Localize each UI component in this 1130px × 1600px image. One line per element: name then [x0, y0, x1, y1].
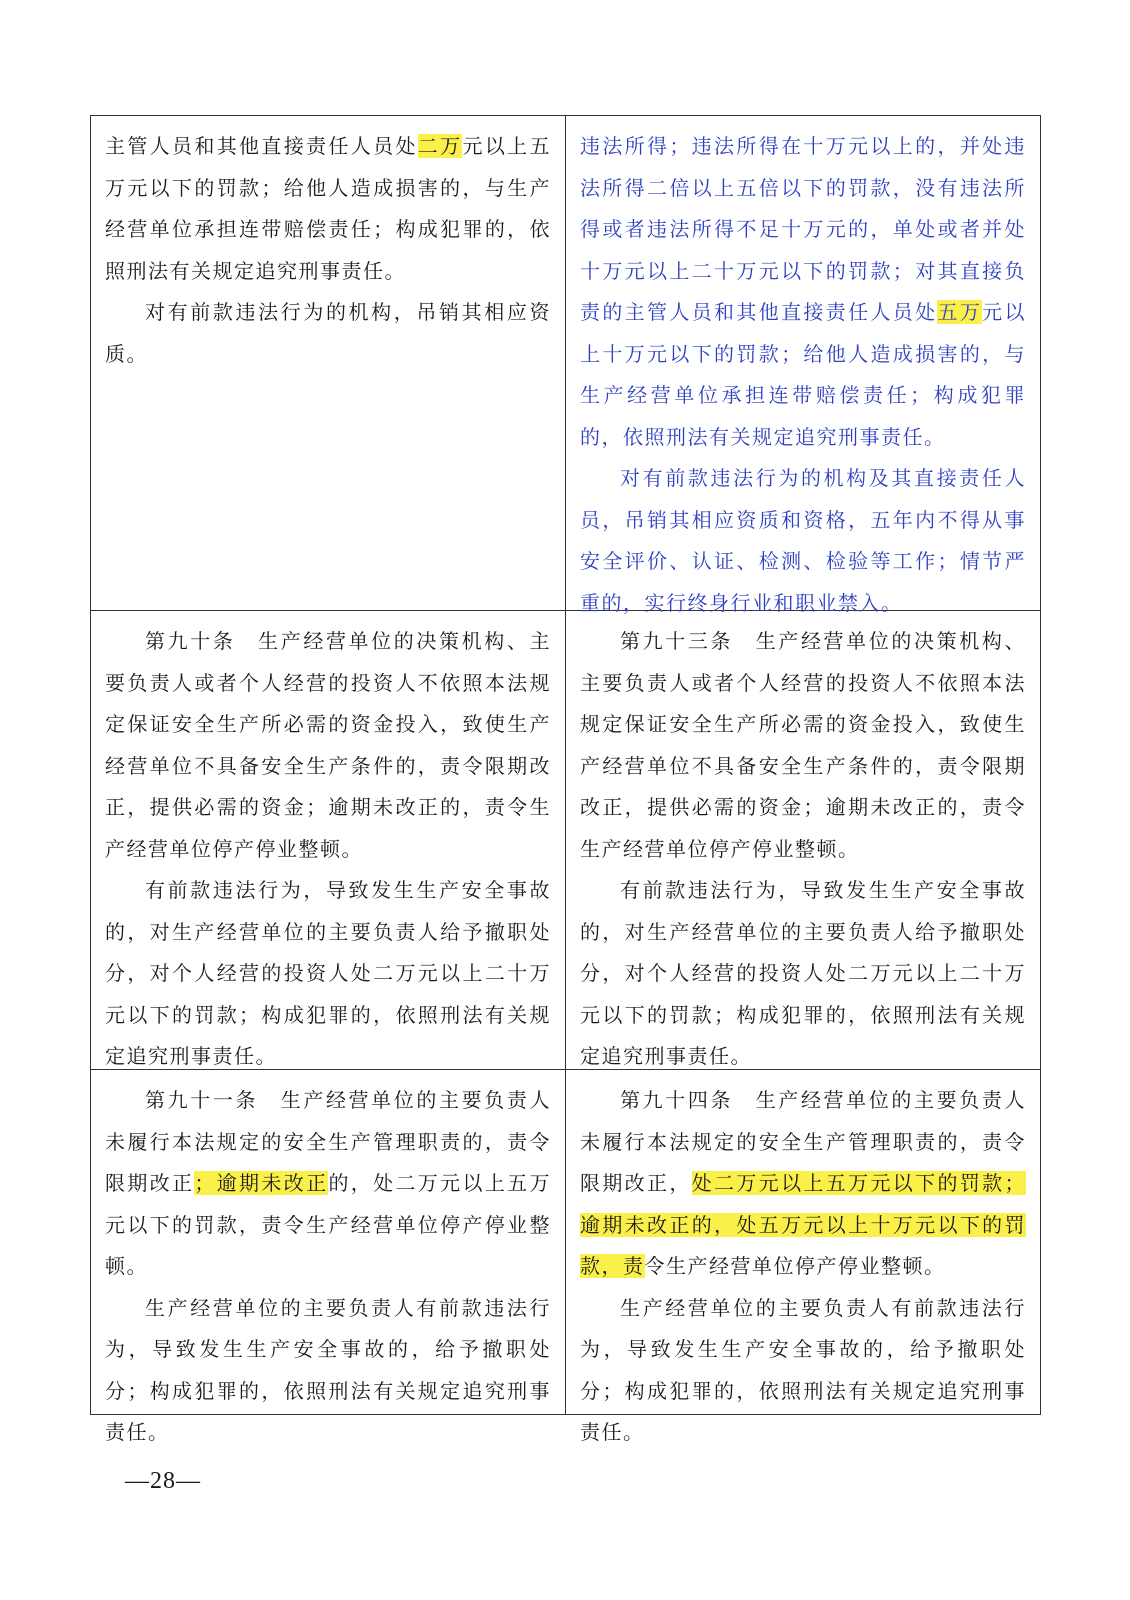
- paragraph: 生产经营单位的主要负责人有前款违法行为，导致发生生产安全事故的，给予撤职处分；构成犯罪的，依照刑法有关规定追究刑事责任。: [580, 1295, 1026, 1444]
- table-row: [91, 116, 1041, 615]
- paragraph: 对有前款违法行为的机构及其直接责任人员，吊销其相应资质和资格，五年内不得从事安全评价、认证、检测、检验等工作；情节严重的，实行终身行业和职业禁入。: [580, 466, 1026, 615]
- paragraph: 生产经营单位的主要负责人有前款违法行为，导致发生生产安全事故的，给予撤职处分；构成犯罪的，依照刑法有关规定追究刑事责任。: [105, 1295, 551, 1444]
- new-text-cell: [566, 611, 1041, 1069]
- comparison-table: [90, 115, 1041, 1444]
- article-paragraph: 第九十一条 生产经营单位的主要负责人未履行本法规定的安全生产管理职责的，责令限期改正；逾期未改正的，处二万元以上五万元以下的罚款，责令生产经营单位停产停业整顿。: [105, 1088, 552, 1278]
- article-paragraph: 第九十条 生产经营单位的决策机构、主要负责人或者个人经营的投资人不依照本法规定保证安全生产所必需的资金投入，致使生产经营单位不具备安全生产条件的，责令限期改正，提供必需的资金；逾期未改正的，责令生产经营单位停产停业整顿。: [105, 629, 551, 861]
- highlighted-text: 五万: [937, 300, 983, 324]
- highlighted-text: 二万: [417, 134, 463, 158]
- old-text-cell: [91, 1070, 566, 1444]
- table-row: [91, 1070, 1041, 1444]
- paragraph: 主管人员和其他直接责任人员处二万元以上五万元以下的罚款；给他人造成损害的，与生产经营单位承担连带赔偿责任；构成犯罪的，依照刑法有关规定追究刑事责任。: [105, 134, 552, 283]
- article-paragraph: 第九十三条 生产经营单位的决策机构、主要负责人或者个人经营的投资人不依照本法规定保证安全生产所必需的资金投入，致使生产经营单位不具备安全生产条件的，责令限期改正，提供必需的资金；逾期未改正的，责令生产经营单位停产停业整顿。: [580, 629, 1026, 861]
- highlighted-text: ；逾期未改正: [194, 1171, 329, 1195]
- paragraph: 有前款违法行为，导致发生生产安全事故的，对生产经营单位的主要负责人给予撤职处分，对个人经营的投资人处二万元以上二十万元以下的罚款；构成犯罪的，依照刑法有关规定追究刑事责任。: [105, 878, 551, 1068]
- paragraph: 有前款违法行为，导致发生生产安全事故的，对生产经营单位的主要负责人给予撤职处分，对个人经营的投资人处二万元以上二十万元以下的罚款；构成犯罪的，依照刑法有关规定追究刑事责任。: [580, 878, 1026, 1068]
- page-number: —28—: [125, 1468, 201, 1494]
- paragraph: 违法所得；违法所得在十万元以上的，并处违法所得二倍以上五倍以下的罚款，没有违法所得或者违法所得不足十万元的，单处或者并处十万元以上二十万元以下的罚款；对其直接负责的主管人员和其他直接责任人员处五万元以上十万元以下的罚款；给他人造成损害的，与生产经营单位承担连带赔偿责任；构成犯罪的，依照刑法有关规定追究刑事责任。: [580, 134, 1027, 449]
- table-row: [91, 611, 1041, 1070]
- paragraph: 对有前款违法行为的机构，吊销其相应资质。: [105, 300, 551, 366]
- new-text-cell: [566, 116, 1041, 615]
- new-text-cell: [566, 1070, 1041, 1444]
- old-text-cell: [91, 116, 566, 610]
- highlighted-text: 处二万元以上五万元以下的罚款；逾期未改正的，处五万元以上十万元以下的罚款，责: [580, 1171, 1027, 1278]
- old-text-cell: [91, 611, 566, 1069]
- article-paragraph: 第九十四条 生产经营单位的主要负责人未履行本法规定的安全生产管理职责的，责令限期改正，处二万元以上五万元以下的罚款；逾期未改正的，处五万元以上十万元以下的罚款，责令生产经营单位停产停业整顿。: [580, 1088, 1027, 1278]
